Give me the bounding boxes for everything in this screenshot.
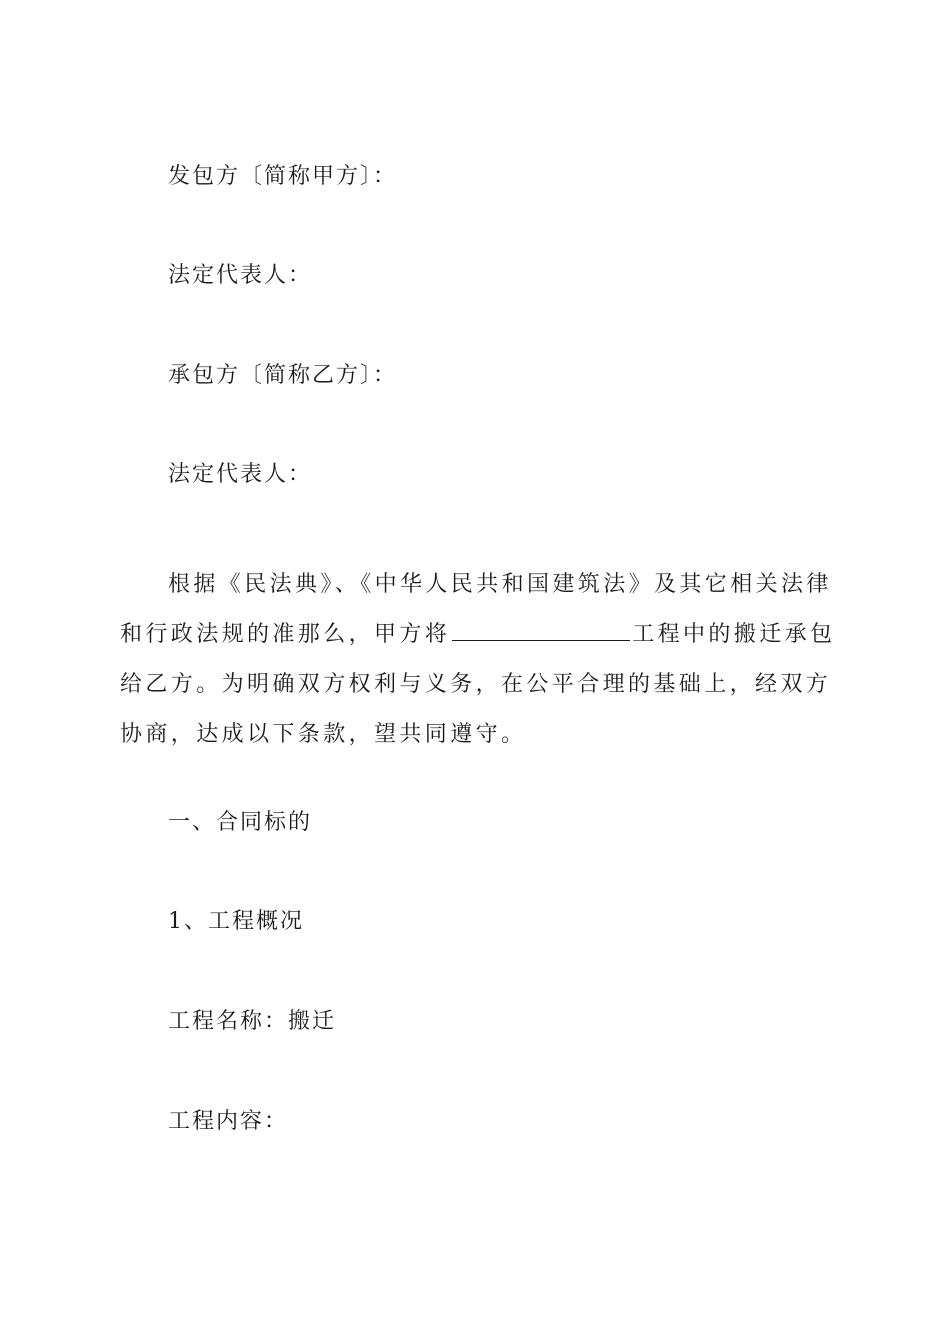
preamble-text-end: 工程中的搬迁承包给乙方。为明确双方权利与义务，在公平合理的基础上，经双方协商，达成以下条款，望共同遵守。 [120,622,836,747]
preamble-paragraph [120,560,840,760]
project-blank-line [452,616,630,641]
party-a-label: 发包方〔简称甲方〕： [168,164,398,189]
representative-a-label: 法定代表人： [168,263,313,288]
project-content-line: 工程内容： [168,1109,289,1134]
representative-b-label: 法定代表人： [168,462,313,487]
party-b-label: 承包方〔简称乙方〕： [168,363,398,388]
section-heading-contract-subject: 一、合同标的 [168,810,313,835]
preamble-text-start: 根据《民法典》、《中华人民共和国建筑法》及其它相关法律和行政法规的准那么，甲方将 [120,572,832,647]
project-name-line: 工程名称：搬迁 [168,1009,337,1034]
item-heading-project-overview: 1、工程概况 [168,909,304,934]
